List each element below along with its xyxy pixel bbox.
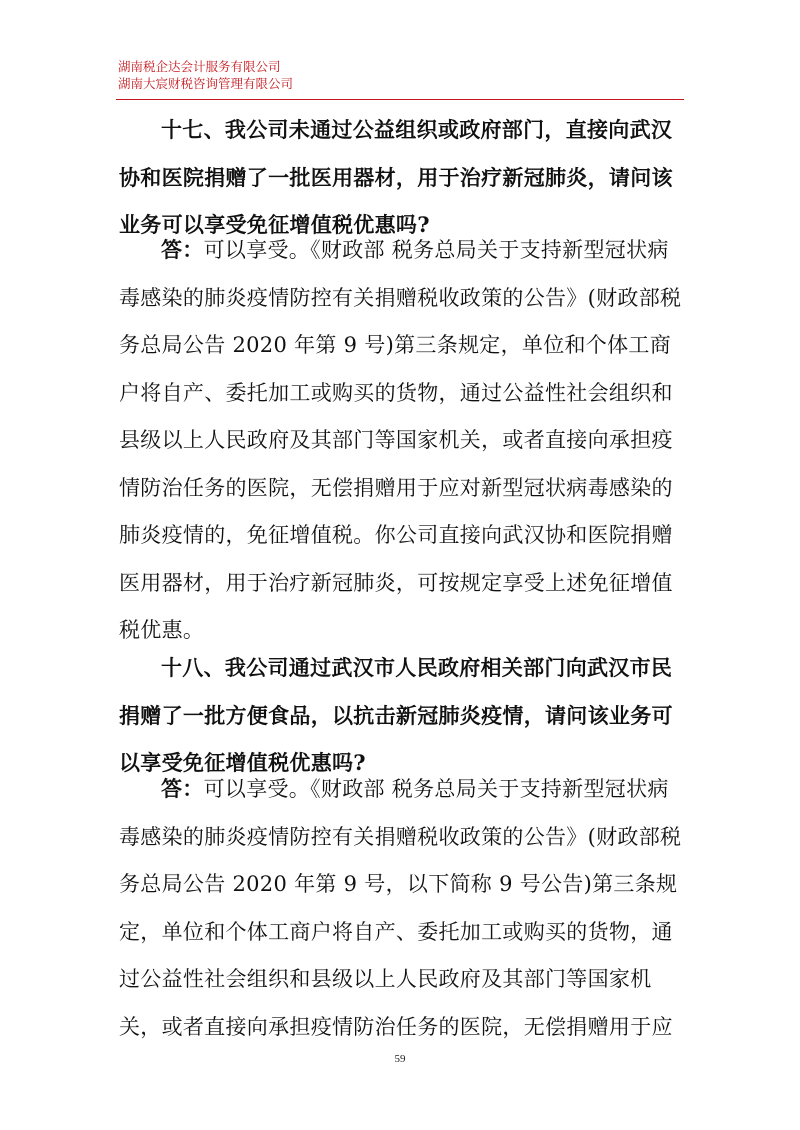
answer-label: 答： [161,237,204,262]
question-18: 十八、我公司通过武汉市人民政府相关部门向武汉市民捐赠了一批方便食品，以抗击新冠肺炎疫情，请问该业务可以享受免征增值税优惠吗? [119,655,673,775]
answer-text: 可以享受。《财政部 税务总局关于支持新型冠状病毒感染的肺炎疫情防控有关捐赠税收政策的公告》(财政部税务总局公告 2020 年第 9 号，以下简称 9 号公告)第三条规定，单位和个体工商户将自产、委托加工或购买的货物，通过公益性社会组织和县级以上人民政府及其部门等国家机关，或者直接向承担疫情防治任务的医院，无偿捐赠用于应 [119,777,682,1039]
answer-label: 答： [161,776,204,801]
answer-text: 可以享受。《财政部 税务总局关于支持新型冠状病毒感染的肺炎疫情防控有关捐赠税收政策的公告》(财政部税务总局公告 2020 年第 9 号)第三条规定，单位和个体工商户将自产、委托加工或购买的货物，通过公益性社会组织和县级以上人民政府及其部门等国家机关，或者直接向承担疫情防治任务的医院，无偿捐赠用于应对新型冠状病毒感染的肺炎疫情的，免征增值税。你公司直接向武汉协和医院捐赠医用器材，用于治疗新冠肺炎，可按规定享受上述免征增值税优惠。 [119,238,682,642]
company-header [118,58,293,92]
header-divider [116,99,684,100]
answer-18 [119,765,685,1051]
page-number: 59 [394,1053,406,1065]
answer-17 [119,226,685,655]
question-17: 十七、我公司未通过公益组织或政府部门，直接向武汉协和医院捐赠了一批医用器材，用于治疗新冠肺炎，请问该业务可以享受免征增值税优惠吗? [119,117,673,237]
company-name-1: 湖南税企达会计服务有限公司 [118,59,281,74]
company-name-2: 湖南大宸财税咨询管理有限公司 [118,76,294,91]
